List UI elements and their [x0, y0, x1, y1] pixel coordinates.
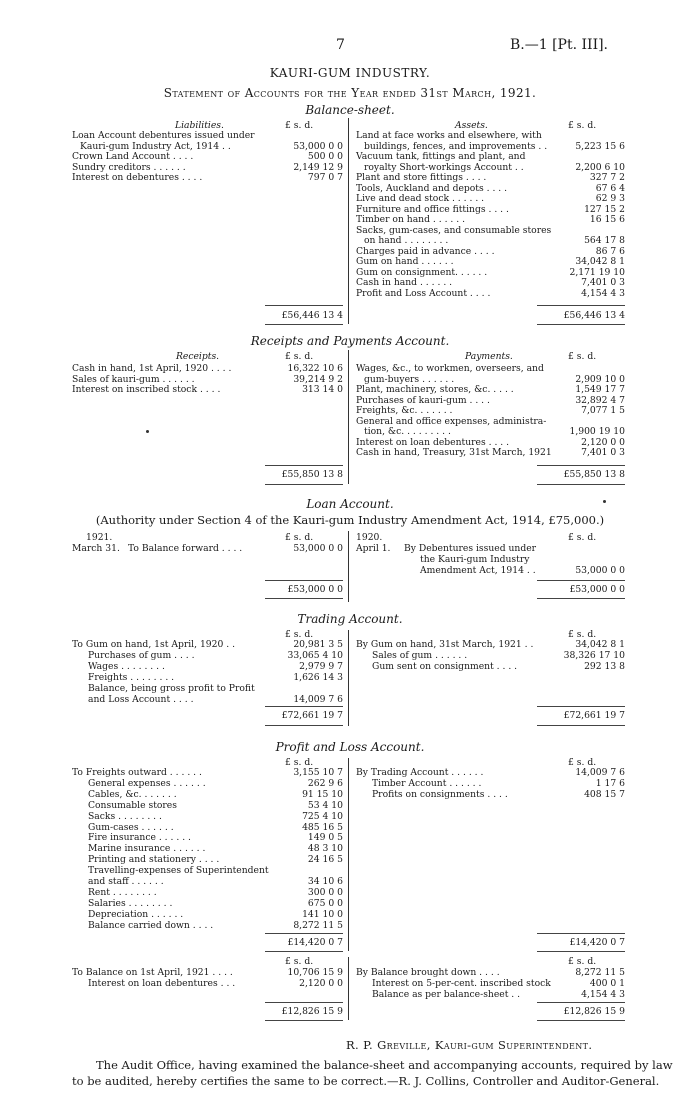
ledger-item-label: and Loss Account . . . . [88, 694, 194, 705]
ledger-item-amount: 675 0 0 [307, 897, 343, 909]
total-rule [265, 1002, 343, 1003]
ledger-item-amount: 4,154 4 3 [581, 287, 625, 299]
loan-total-right: £53,000 0 0 [569, 584, 625, 595]
ledger-item-label: Plant and store fittings . . . . [356, 172, 487, 183]
ledger-item-amount: 2,120 0 0 [299, 978, 343, 989]
ledger-item-label: Furniture and office fittings . . . . [356, 203, 509, 215]
assets-total: £56,446 13 4 [563, 310, 625, 321]
ledger-item-label: Balance carried down . . . . [88, 919, 214, 931]
ledger-item-label: To Balance on 1st April, 1921 . . . . [72, 967, 233, 978]
right-entry-label: By Debentures issued under [404, 543, 537, 554]
ledger-item-amount: 34,042 8 1 [575, 639, 625, 650]
ledger-item-amount: 1,626 14 3 [293, 672, 343, 683]
ledger-item-label: To Gum on hand, 1st April, 1920 . . [72, 639, 236, 650]
ledger-item-label: Freights, &c. . . . . . . [356, 405, 453, 416]
page-number: 7 [336, 37, 345, 53]
ledger-item-label: Loan Account debentures issued under [72, 130, 255, 141]
right-date: April 1. [356, 543, 391, 554]
column-heading-liabilities: Liabilities. [175, 120, 224, 131]
ledger-item-label: Salaries . . . . . . . . [88, 897, 173, 909]
total-rule [537, 706, 625, 707]
ledger-item-amount: 32,892 4 7 [575, 394, 625, 406]
ledger-item-label: Charges paid in advance . . . . [356, 245, 495, 257]
total-rule [537, 305, 625, 306]
ledger-item-amount: 38,326 17 10 [563, 650, 625, 661]
ledger-item-label: Cash in hand, 1st April, 1920 . . . . [72, 363, 232, 374]
section-heading: Loan Account. [306, 497, 394, 511]
total-rule [265, 725, 343, 726]
ledger-item-label: Land at face works and elsewhere, with [356, 130, 542, 141]
ledger-item-label: Fire insurance . . . . . . [88, 832, 191, 844]
column-divider [348, 630, 349, 726]
ledger-item-label: Gum on consignment. . . . . . [356, 266, 488, 278]
column-heading-assets: Assets. [455, 120, 488, 131]
money-column-heading: £ s. d. [568, 120, 597, 131]
ledger-item-amount: 127 15 2 [584, 203, 625, 215]
ledger-item-label: Balance, being gross profit to Profit [88, 683, 255, 694]
money-column-heading: £ s. d. [285, 351, 314, 362]
document-reference: B.—1 [Pt. III]. [510, 37, 609, 53]
ledger-item-amount: 53 4 10 [307, 799, 343, 811]
total-rule [537, 1020, 625, 1021]
money-column-heading: £ s. d. [285, 757, 314, 768]
ledger-item-label: Balance as per balance-sheet . . [372, 989, 521, 1000]
profit-loss-total-2-right: £12,826 15 9 [563, 1006, 625, 1017]
receipts-total: £55,850 13 8 [281, 469, 343, 480]
ledger-item-label: Cash in hand . . . . . . [356, 277, 453, 288]
ledger-item-label: By Trading Account . . . . . . [356, 767, 484, 778]
ledger-item-amount: 313 14 0 [302, 384, 343, 395]
section-heading: Receipts and Payments Account. [250, 334, 450, 348]
total-rule [537, 324, 625, 325]
ledger-item-label: General and office expenses, administra- [356, 415, 547, 427]
total-rule [265, 951, 343, 952]
ledger-item-label: Crown Land Account . . . . [72, 151, 194, 162]
ledger-item-label: Purchases of gum . . . . [88, 650, 195, 661]
money-column-heading: £ s. d. [568, 757, 597, 768]
trading-total-right: £72,661 19 7 [563, 710, 625, 721]
right-entry-amount: 53,000 0 0 [575, 565, 625, 576]
total-rule [537, 465, 625, 466]
ledger-item-amount: 400 0 1 [589, 978, 625, 989]
ledger-item-amount: 262 9 6 [307, 777, 343, 789]
total-rule [537, 598, 625, 599]
superintendent-signature: R. P. Greville, Kauri-gum Superintendent. [346, 1038, 593, 1052]
ledger-item-amount: 14,009 7 6 [293, 694, 343, 705]
left-entry-amount: 53,000 0 0 [293, 543, 343, 554]
ledger-item-label: Rent . . . . . . . . [88, 886, 157, 898]
total-rule [537, 580, 625, 581]
total-rule [265, 580, 343, 581]
ledger-item-amount: 141 10 0 [302, 908, 343, 920]
ledger-item-amount: 7,401 0 3 [581, 447, 625, 458]
ledger-item-amount: 14,009 7 6 [575, 767, 625, 778]
ledger-item-amount: 408 15 7 [584, 788, 625, 800]
ledger-item-label: Wages . . . . . . . . [88, 661, 165, 672]
money-column-heading: £ s. d. [285, 532, 314, 543]
money-column-heading: £ s. d. [568, 956, 597, 967]
ledger-item-amount: 7,401 0 3 [581, 277, 625, 288]
total-rule [265, 484, 343, 485]
money-column-heading: £ s. d. [285, 956, 314, 967]
ledger-item-amount: 24 16 5 [307, 854, 343, 866]
ledger-item-amount: 48 3 10 [307, 843, 343, 855]
ledger-item-label: Interest on loan debentures . . . . [356, 436, 510, 448]
profit-loss-total-right: £14,420 0 7 [569, 937, 625, 948]
loan-total-left: £53,000 0 0 [287, 584, 343, 595]
print-speck [603, 500, 606, 503]
ledger-item-amount: 2,149 12 9 [293, 161, 343, 173]
ledger-item-amount: 2,909 10 0 [575, 373, 625, 385]
liabilities-total: £56,446 13 4 [281, 310, 343, 321]
ledger-item-label: Interest on debentures . . . . [72, 172, 203, 183]
total-rule [537, 484, 625, 485]
total-rule [265, 465, 343, 466]
print-speck [146, 430, 149, 433]
ledger-item-label: Plant, machinery, stores, &c. . . . . [356, 384, 514, 395]
column-divider [348, 118, 349, 324]
ledger-item-label: Live and dead stock . . . . . . [356, 193, 485, 204]
document-subtitle: Statement of Accounts for the Year ended 31st March, 1921. [163, 86, 537, 100]
total-rule [265, 324, 343, 325]
profit-loss-total-left: £14,420 0 7 [287, 937, 343, 948]
ledger-item-amount: 16 15 6 [589, 214, 625, 225]
ledger-item-label: General expenses . . . . . . [88, 777, 206, 789]
ledger-item-label: Cables, &c. . . . . . . [88, 788, 177, 800]
ledger-item-amount: 16,322 10 6 [287, 363, 343, 374]
ledger-item-label: gum-buyers . . . . . . [364, 373, 455, 385]
ledger-item-label: on hand . . . . . . . . [364, 235, 449, 246]
left-entry-label: To Balance forward . . . . [128, 543, 243, 554]
ledger-item-label: and staff . . . . . . [88, 876, 164, 887]
ledger-item-label: Cash in hand, Treasury, 31st March, 1921 [356, 447, 552, 458]
column-heading-receipts: Receipts. [176, 351, 220, 362]
ledger-item-label: Sacks, gum-cases, and consumable stores [356, 224, 552, 236]
ledger-item-label: Sales of gum . . . . . . [372, 650, 468, 661]
ledger-item-amount: 34 10 6 [307, 876, 343, 887]
total-rule [265, 933, 343, 934]
ledger-item-label: Travelling-expenses of Superintendent [88, 865, 269, 877]
audit-certificate-line: to be audited, hereby certifies the same to be correct.—R. J. Collins, Controller and Auditor-General. [72, 1074, 660, 1088]
ledger-item-label: buildings, fences, and improvements . . [364, 140, 548, 152]
payments-total: £55,850 13 8 [563, 469, 625, 480]
ledger-item-amount: 797 0 7 [307, 172, 343, 183]
ledger-item-amount: 33,065 4 10 [287, 650, 343, 661]
section-heading: Profit and Loss Account. [275, 740, 425, 754]
ledger-item-label: By Gum on hand, 31st March, 1921 . . [356, 639, 534, 650]
trading-total-left: £72,661 19 7 [281, 710, 343, 721]
right-entry-label: the Kauri-gum Industry [420, 554, 530, 565]
ledger-item-amount: 2,171 19 10 [569, 266, 625, 278]
total-rule [265, 706, 343, 707]
column-heading-payments: Payments. [465, 351, 513, 362]
ledger-item-label: Profit and Loss Account . . . . [356, 287, 491, 299]
ledger-item-amount: 20,981 3 5 [293, 639, 343, 650]
ledger-item-label: Vacuum tank, fittings and plant, and [356, 151, 526, 162]
ledger-item-label: Interest on loan debentures . . . [88, 978, 236, 989]
ledger-item-label: Sales of kauri-gum . . . . . . [72, 373, 195, 385]
money-column-heading: £ s. d. [568, 629, 597, 640]
ledger-item-amount: 86 7 6 [595, 245, 625, 257]
ledger-item-amount: 149 0 5 [307, 832, 343, 844]
ledger-item-amount: 10,706 15 9 [287, 967, 343, 978]
ledger-item-amount: 1,900 19 10 [569, 426, 625, 437]
ledger-item-label: Interest on inscribed stock . . . . [72, 384, 221, 395]
ledger-item-amount: 2,200 6 10 [575, 161, 625, 173]
ledger-item-amount: 62 9 3 [595, 193, 625, 204]
ledger-item-label: Timber on hand . . . . . . [356, 214, 466, 225]
ledger-item-label: Gum-cases . . . . . . [88, 821, 174, 833]
ledger-item-label: Kauri-gum Industry Act, 1914 . . [80, 140, 231, 152]
ledger-item-amount: 39,214 9 2 [293, 373, 343, 385]
ledger-item-label: Timber Account . . . . . . [372, 777, 482, 789]
ledger-item-label: By Balance brought down . . . . [356, 967, 500, 978]
ledger-item-amount: 8,272 11 5 [293, 919, 343, 931]
ledger-item-label: Wages, &c., to workmen, overseers, and [356, 363, 544, 374]
ledger-item-amount: 34,042 8 1 [575, 256, 625, 267]
section-heading: Trading Account. [297, 612, 403, 626]
ledger-item-label: Sundry creditors . . . . . . [72, 161, 186, 173]
ledger-item-label: royalty Short-workings Account . . [364, 161, 524, 173]
left-date: March 31. [72, 543, 120, 554]
column-divider [348, 758, 349, 951]
money-column-heading: £ s. d. [285, 629, 314, 640]
total-rule [537, 725, 625, 726]
ledger-item-label: To Freights outward . . . . . . [72, 767, 202, 778]
ledger-item-label: Consumable stores [88, 799, 177, 811]
right-year: 1920. [356, 532, 383, 543]
total-rule [537, 951, 625, 952]
ledger-item-amount: 2,120 0 0 [581, 436, 625, 448]
total-rule [537, 933, 625, 934]
ledger-item-amount: 564 17 8 [584, 235, 625, 246]
ledger-item-label: Profits on consignments . . . . [372, 788, 508, 800]
ledger-item-label: Tools, Auckland and depots . . . . [356, 182, 508, 194]
ledger-item-label: Gum sent on consignment . . . . [372, 661, 518, 672]
ledger-item-amount: 7,077 1 5 [581, 405, 625, 416]
ledger-item-amount: 53,000 0 0 [293, 140, 343, 152]
ledger-item-label: Sacks . . . . . . . . [88, 810, 162, 822]
total-rule [265, 598, 343, 599]
ledger-item-amount: 3,155 10 7 [293, 767, 343, 778]
ledger-item-amount: 5,223 15 6 [575, 140, 625, 152]
ledger-item-label: Purchases of kauri-gum . . . . [356, 394, 490, 406]
ledger-item-amount: 1,549 17 7 [575, 384, 625, 395]
ledger-item-amount: 4,154 4 3 [581, 989, 625, 1000]
ledger-item-amount: 67 6 4 [595, 182, 625, 194]
right-entry-label: Amendment Act, 1914 . . [420, 565, 536, 576]
column-divider [348, 350, 349, 484]
left-year: 1921. [86, 532, 113, 543]
ledger-item-label: Interest on 5-per-cent. inscribed stock [372, 978, 551, 989]
ledger-item-amount: 327 7 2 [589, 172, 625, 183]
ledger-item-label: tion, &c. . . . . . . . . [364, 426, 451, 437]
total-rule [265, 305, 343, 306]
profit-loss-total-2-left: £12,826 15 9 [281, 1006, 343, 1017]
ledger-item-amount: 1 17 6 [595, 777, 625, 789]
loan-authority-note: (Authority under Section 4 of the Kauri-gum Industry Amendment Act, 1914, £75,000.) [95, 513, 605, 527]
audit-certificate-line: The Audit Office, having examined the balance-sheet and accompanying accounts, required by law [96, 1058, 673, 1072]
ledger-item-amount: 2,979 9 7 [299, 661, 343, 672]
section-heading: Balance-sheet. [305, 103, 395, 117]
money-column-heading: £ s. d. [568, 351, 597, 362]
ledger-item-amount: 292 13 8 [584, 661, 625, 672]
ledger-item-label: Printing and stationery . . . . [88, 854, 220, 866]
total-rule [537, 1002, 625, 1003]
ledger-item-amount: 725 4 10 [302, 810, 343, 822]
ledger-item-label: Depreciation . . . . . . [88, 908, 184, 920]
ledger-item-amount: 300 0 0 [307, 886, 343, 898]
total-rule [265, 1020, 343, 1021]
ledger-item-label: Marine insurance . . . . . . [88, 843, 206, 855]
ledger-item-label: Gum on hand . . . . . . [356, 256, 454, 267]
document-title: KAURI-GUM INDUSTRY. [269, 66, 431, 80]
column-divider [348, 957, 349, 1020]
money-column-heading: £ s. d. [285, 120, 314, 131]
ledger-item-label: Freights . . . . . . . . [88, 672, 175, 683]
ledger-item-amount: 91 15 10 [302, 788, 343, 800]
money-column-heading: £ s. d. [568, 532, 597, 543]
ledger-item-amount: 500 0 0 [307, 151, 343, 162]
ledger-item-amount: 8,272 11 5 [575, 967, 625, 978]
ledger-item-amount: 485 16 5 [302, 821, 343, 833]
column-divider [348, 531, 349, 602]
